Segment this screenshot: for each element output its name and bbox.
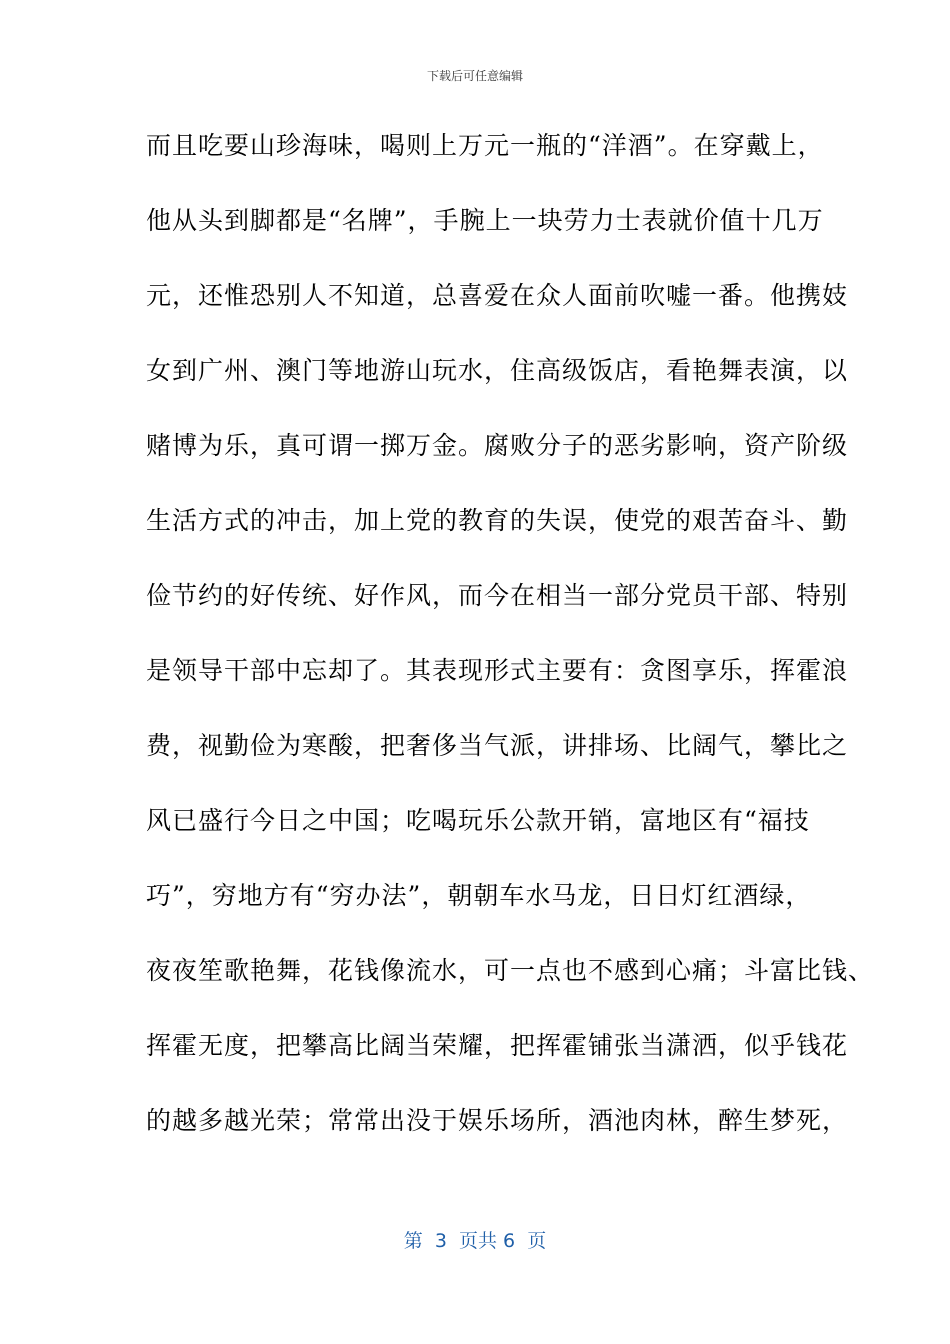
text-line: 俭节约的好传统、好作风，而今在相当一部分党员干部、特别	[146, 581, 849, 610]
text-line: 的越多越光荣；常常出没于娱乐场所，酒池肉林，醉生梦死，	[146, 1106, 849, 1135]
text-line: 夜夜笙歌艳舞，花钱像流水，可一点也不感到心痛；斗富比钱、	[146, 956, 875, 985]
text-line: 元，还惟恐别人不知道，总喜爱在众人面前吹嘘一番。他携妓	[146, 281, 849, 310]
text-line: 挥霍无度，把攀高比阔当荣耀，把挥霍铺张当潇洒，似乎钱花	[146, 1031, 849, 1060]
text-line: 他从头到脚都是“名牌”，手腕上一块劳力士表就价值十几万	[146, 206, 824, 235]
text-line: 而且吃要山珍海味，喝则上万元一瓶的“洋酒”。在穿戴上，	[146, 131, 824, 160]
text-line: 女到广州、澳门等地游山玩水，住高级饭店，看艳舞表演，以	[146, 356, 849, 385]
text-line: 巧”，穷地方有“穷办法”，朝朝车水马龙，日日灯红酒绿，	[146, 881, 812, 910]
text-line: 赌博为乐，真可谓一掷万金。腐败分子的恶劣影响，资产阶级	[146, 431, 849, 460]
text-line: 费，视勤俭为寒酸，把奢侈当气派，讲排场、比阔气，攀比之	[146, 731, 849, 760]
header-note: 下载后可任意编辑	[426, 69, 523, 83]
page-number-footer: 第 3 页共 6 页	[403, 1230, 547, 1252]
text-line: 风已盛行今日之中国；吃喝玩乐公款开销，富地区有“福技	[146, 806, 810, 835]
body-text	[146, 128, 875, 1178]
text-line: 是领导干部中忘却了。其表现形式主要有：贪图享乐，挥霍浪	[146, 656, 849, 685]
text-line: 生活方式的冲击，加上党的教育的失误，使党的艰苦奋斗、勤	[146, 506, 849, 535]
